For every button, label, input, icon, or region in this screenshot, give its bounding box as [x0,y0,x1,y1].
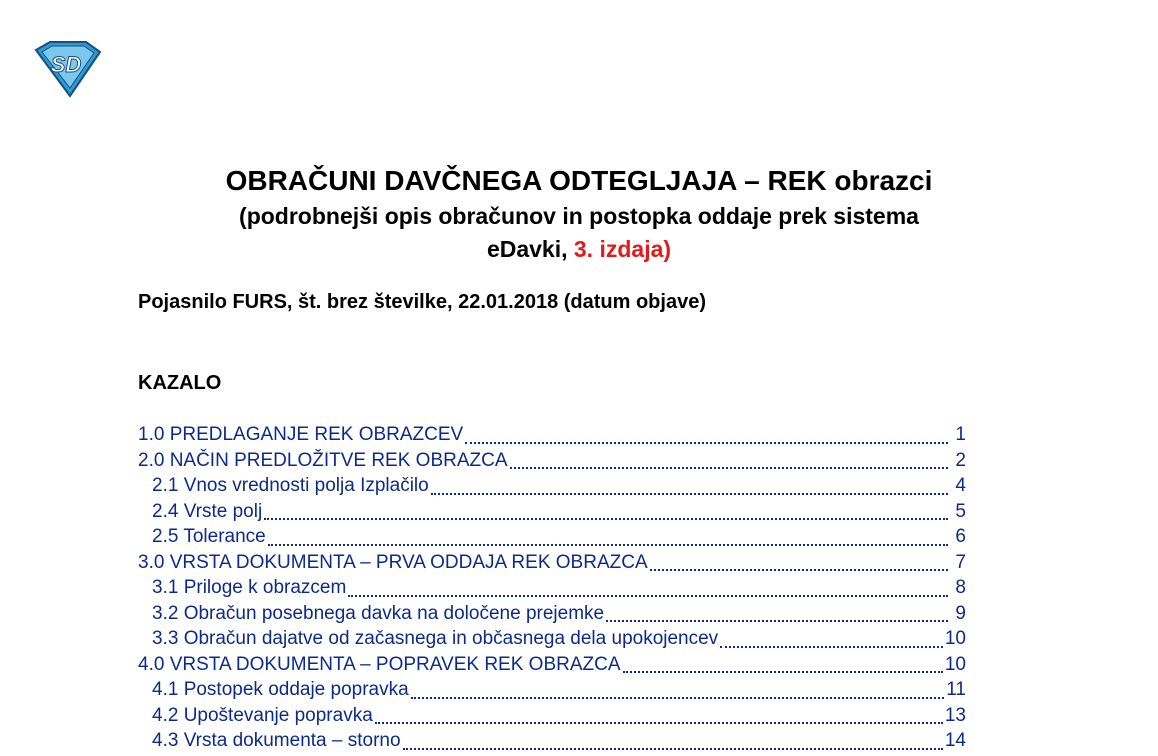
toc-leader-dots [411,697,945,699]
title-edition: 3. izdaja) [573,236,672,262]
document-title-line2: (podrobnejši opis obračunov in postopka oddaje prek sistema [239,203,919,229]
toc-entry[interactable] [138,526,966,552]
toc-entry-label: 4.2 Upoštevanje popravka [152,704,373,726]
toc-entry-page: 10 [944,628,966,649]
toc-leader-dots [650,569,948,571]
toc-leader-dots [720,646,943,648]
toc-leader-dots [623,671,943,673]
toc-leader-dots [431,493,948,495]
toc-entry[interactable] [138,450,966,476]
toc-heading: KAZALO [138,372,222,394]
toc-entry-page: 14 [944,730,966,751]
table-of-contents [138,424,966,756]
document-title: OBRAČUNI DAVČNEGA ODTEGLJAJA – REK obrazci [225,165,933,196]
toc-entry[interactable] [138,501,966,527]
toc-leader-dots [375,722,943,724]
toc-entry-label: 3.2 Obračun posebnega davka na določene prejemke [152,602,605,624]
toc-entry-page: 1 [955,424,966,445]
toc-entry-page: 8 [955,577,966,598]
toc-leader-dots [264,518,948,520]
toc-leader-dots [465,442,948,444]
toc-entry[interactable] [138,628,966,654]
toc-entry[interactable] [138,424,966,450]
toc-entry-label: 2.4 Vrste polj [152,500,263,522]
toc-entry-label: 3.0 VRSTA DOKUMENTA – PRVA ODDAJA REK OBRAZCA [138,551,648,573]
toc-leader-dots [268,544,948,546]
toc-leader-dots [348,595,948,597]
logo-text: SD [50,52,82,77]
toc-entry[interactable] [138,577,966,603]
document-title-line3 [0,236,1158,263]
toc-entry[interactable] [138,475,966,501]
toc-entry-label: 3.3 Obračun dajatve od začasnega in občasnega dela upokojencev [152,628,719,649]
toc-entry-label: 2.1 Vnos vrednosti polja Izplačilo [152,475,429,496]
toc-entry[interactable] [138,552,966,578]
toc-entry-label: 4.0 VRSTA DOKUMENTA – POPRAVEK REK OBRAZCA [138,653,621,675]
toc-entry-label: 2.5 Tolerance [152,526,266,547]
toc-entry-page: 5 [955,500,966,522]
toc-entry[interactable] [138,654,966,680]
toc-leader-dots [510,467,948,469]
toc-leader-dots [606,620,948,622]
toc-entry[interactable] [138,679,966,705]
toc-leader-dots [403,748,943,750]
sd-shield-logo-icon [30,40,104,100]
toc-entry-page: 2 [955,449,966,471]
toc-entry-page: 9 [955,602,966,624]
toc-entry-label: 1.0 PREDLAGANJE REK OBRAZCEV [138,424,464,445]
toc-entry-page: 4 [955,475,966,496]
toc-entry[interactable] [138,603,966,629]
toc-entry-label: 3.1 Priloge k obrazcem [152,577,347,598]
document-subtitle: Pojasnilo FURS, št. brez številke, 22.01.2018 (datum objave) [138,291,706,313]
toc-entry[interactable] [138,705,966,731]
toc-entry-page: 13 [944,704,966,726]
toc-entry-label: 2.0 NAČIN PREDLOŽITVE REK OBRAZCA [138,449,508,471]
toc-entry-page: 11 [946,679,966,700]
title-edavki: eDavki, [486,236,574,262]
toc-entry-page: 7 [955,551,966,573]
toc-entry-page: 10 [944,653,966,675]
toc-entry-label: 4.3 Vrsta dokumenta – storno [152,730,401,751]
toc-entry-page: 6 [955,526,966,547]
toc-entry-label: 4.1 Postopek oddaje popravka [152,679,409,700]
